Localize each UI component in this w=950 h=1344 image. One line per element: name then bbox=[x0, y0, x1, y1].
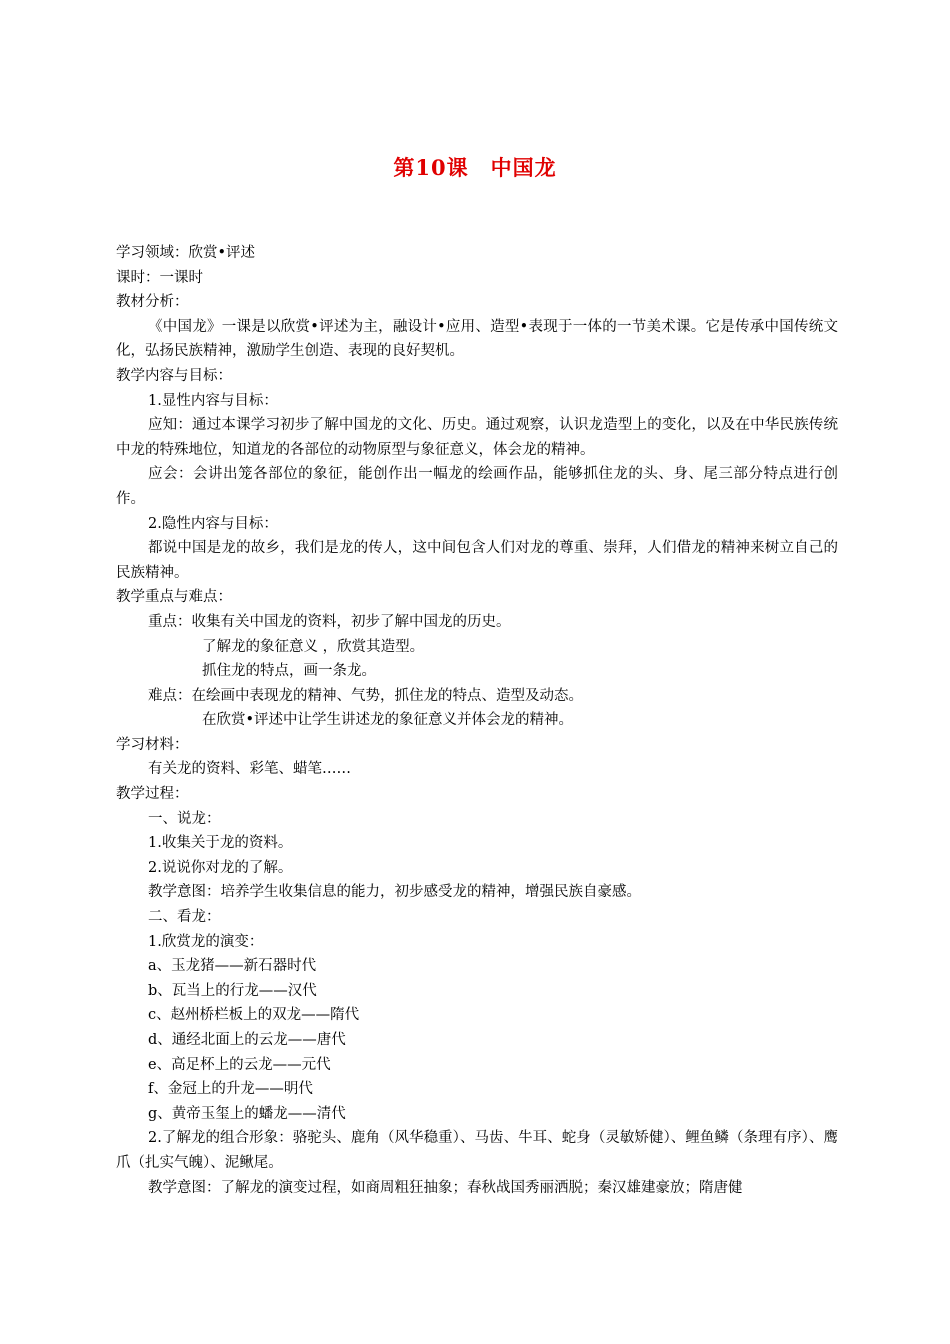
explicit-goals-heading: 1.显性内容与目标： bbox=[148, 392, 278, 409]
difficult-point-2: 在欣赏•评述中让学生讲述龙的象征意义并体会龙的精神。 bbox=[202, 712, 574, 729]
evolution-item: d、通经北面上的云龙——唐代 bbox=[148, 1032, 346, 1048]
evolution-item: a、玉龙猪——新石器时代 bbox=[148, 958, 317, 975]
can-goal: 应会：会讲出笼各部位的象征，能创作出一幅龙的绘画作品，能够抓住龙的头、身、尾三部分特点进行创作。 bbox=[116, 466, 838, 507]
key-point-2: 了解龙的象征意义 ，欣赏其造型。 bbox=[202, 638, 425, 655]
step-2-heading: 二、看龙： bbox=[148, 909, 221, 926]
lesson-title: 第10课 中国龙 bbox=[393, 155, 557, 180]
evolution-item: c、赵州桥栏板上的双龙——隋代 bbox=[148, 1007, 360, 1024]
class-hours: 课时：一课时 bbox=[116, 269, 203, 286]
learning-domain: 学习领域：欣赏•评述 bbox=[116, 245, 256, 261]
evolution-item: g、黄帝玉玺上的蟠龙——清代 bbox=[148, 1105, 346, 1122]
key-point-1: 重点：收集有关中国龙的资料，初步了解中国龙的历史。 bbox=[148, 613, 511, 630]
difficult-point-1: 难点：在绘画中表现龙的精神、气势，抓住龙的特点、造型及动态。 bbox=[148, 687, 583, 704]
step-2-item-1: 1.欣赏龙的演变： bbox=[148, 933, 264, 950]
materials-text: 有关龙的资料、彩笔、蜡笔…… bbox=[148, 761, 351, 778]
step-1-intent: 教学意图：培养学生收集信息的能力，初步感受龙的精神，增强民族自豪感。 bbox=[148, 884, 641, 901]
step-2-intent: 教学意图：了解龙的演变过程，如商周粗狂抽象；春秋战国秀丽洒脱；秦汉雄建豪放；隋唐健 bbox=[148, 1179, 743, 1196]
analysis-heading: 教材分析： bbox=[116, 294, 189, 311]
step-1-item-1: 1.收集关于龙的资料。 bbox=[148, 835, 293, 852]
process-heading: 教学过程： bbox=[116, 786, 189, 803]
lesson-body bbox=[116, 241, 838, 1200]
step-1-item-2: 2.说说你对龙的了解。 bbox=[148, 859, 293, 876]
materials-heading: 学习材料： bbox=[116, 736, 189, 753]
analysis-text: 《中国龙》一课是以欣赏•评述为主，融设计•应用、造型•表现于一体的一节美术课。它是传承中国传统文化，弘扬民族精神，激励学生创造、表现的良好契机。 bbox=[116, 318, 838, 360]
step-2-item-2: 2.了解龙的组合形象：骆驼头、鹿角（风华稳重）、马齿、牛耳、蛇身（灵敏矫健）、鲤鱼鳞（条理有序）、鹰爪（扎实气魄）、泥鳅尾。 bbox=[116, 1130, 838, 1171]
goals-heading: 教学内容与目标： bbox=[116, 367, 232, 384]
implicit-goal: 都说中国是龙的故乡，我们是龙的传人，这中间包含人们对龙的尊重、崇拜，人们借龙的精神来树立自己的民族精神。 bbox=[116, 540, 838, 581]
evolution-item: e、高足杯上的云龙——元代 bbox=[148, 1056, 331, 1073]
focus-heading: 教学重点与难点： bbox=[116, 589, 232, 606]
know-goal: 应知：通过本课学习初步了解中国龙的文化、历史。通过观察，认识龙造型上的变化，以及在中华民族传统中龙的特殊地位，知道龙的各部位的动物原型与象征意义，体会龙的精神。 bbox=[116, 417, 838, 458]
key-point-3: 抓住龙的特点，画一条龙。 bbox=[202, 663, 376, 680]
evolution-item: f、金冠上的升龙——明代 bbox=[148, 1081, 313, 1098]
evolution-item: b、瓦当上的行龙——汉代 bbox=[148, 982, 317, 999]
implicit-goals-heading: 2.隐性内容与目标： bbox=[148, 515, 278, 532]
step-1-heading: 一、说龙： bbox=[148, 810, 221, 827]
